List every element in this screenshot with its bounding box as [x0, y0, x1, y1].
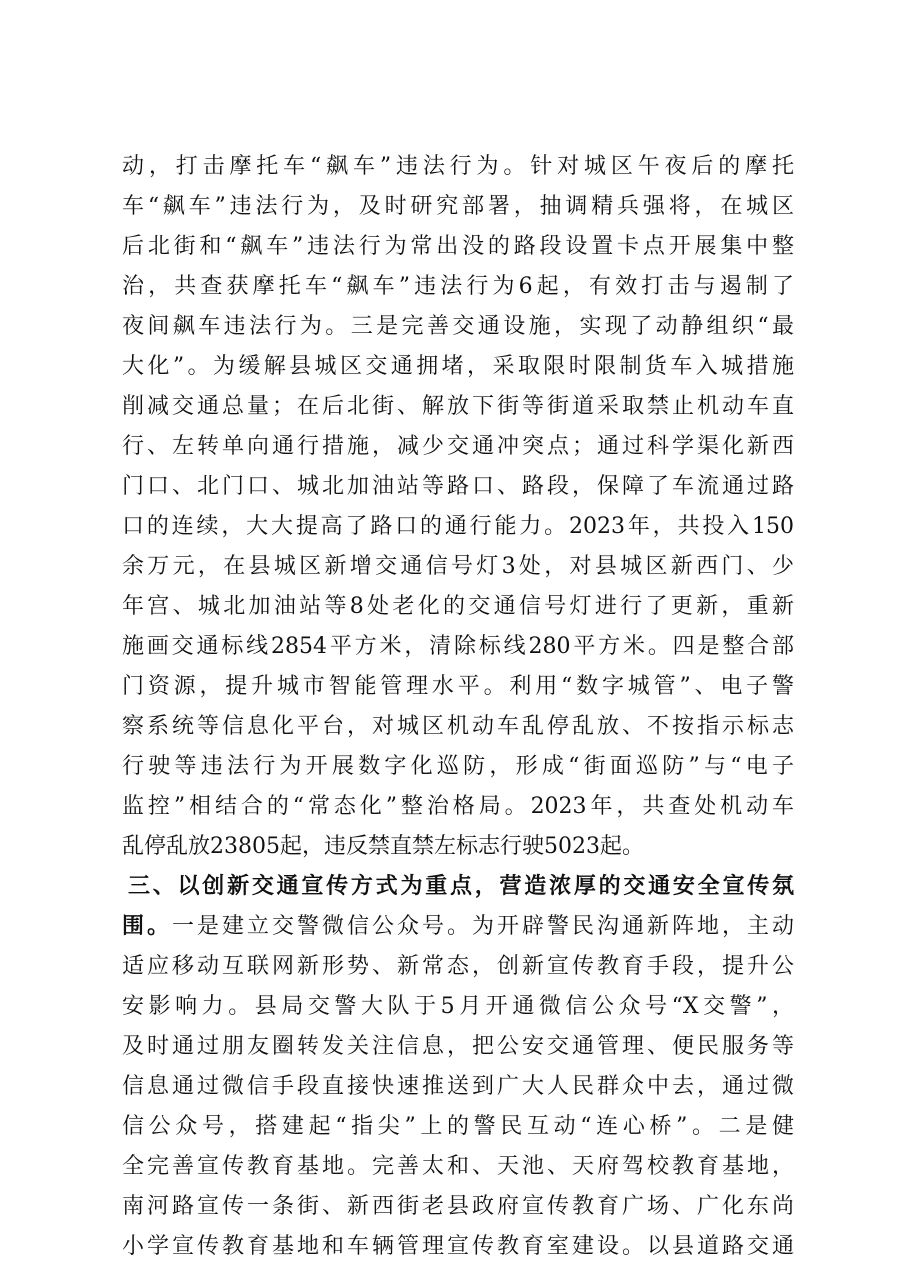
text-line: 大化”。为缓解县城区交通拥堵，采取限时限制货车入城措施	[122, 354, 794, 379]
text-line: 余万元，在县城区新增交通信号灯3处，对县城区新西门、少	[122, 554, 794, 579]
text-line: 门资源，提升城市智能管理水平。利用“数字城管”、电子警	[122, 674, 794, 699]
text-line: 及时通过朋友圈转发关注信息，把公安交通管理、便民服务等	[122, 1034, 794, 1059]
text-line: 行驶等违法行为开展数字化巡防，形成“街面巡防”与“电子	[122, 754, 794, 779]
text-line: 车“飙车”违法行为，及时研究部署，抽调精兵强将，在城区	[122, 194, 794, 219]
text-line: 小学宣传教育基地和车辆管理宣传教育室建设。以县道路交通	[122, 1234, 794, 1259]
text-line: 乱停乱放23805起，违反禁直禁左标志行驶5023起。	[122, 834, 644, 859]
text-line: 口的连续，大大提高了路口的通行能力。2023年，共投入150	[122, 514, 794, 539]
text-line: 行、左转单向通行措施，减少交通冲突点；通过科学渠化新西	[122, 434, 794, 459]
text-line: 动，打击摩托车“飙车”违法行为。针对城区午夜后的摩托	[122, 154, 794, 179]
text-line: 门口、北门口、城北加油站等路口、路段，保障了车流通过路	[122, 474, 794, 499]
text-line: 夜间飙车违法行为。三是完善交通设施，实现了动静组织“最	[122, 314, 794, 339]
text-line: 全完善宣传教育基地。完善太和、天池、天府驾校教育基地，	[122, 1154, 794, 1179]
text-line: 监控”相结合的“常态化”整治格局。2023年，共查处机动车	[122, 794, 794, 819]
text-line: 适应移动互联网新形势、新常态，创新宣传教育手段，提升公	[122, 954, 794, 979]
text-line: 治，共查获摩托车“飙车”违法行为6起，有效打击与遏制了	[122, 274, 794, 299]
text-line: 安影响力。县局交警大队于5月开通微信公众号“X交警”，	[122, 994, 794, 1019]
text-line: 年宫、城北加油站等8处老化的交通信号灯进行了更新，重新	[122, 594, 794, 619]
text-line: 信息通过微信手段直接快速推送到广大人民群众中去，通过微	[122, 1074, 794, 1099]
text-span: 一是建立交警微信公众号。为开辟警民沟通新阵地，主动	[172, 914, 794, 939]
text-line: 施画交通标线2854平方米，清除标线280平方米。四是整合部	[122, 634, 794, 659]
section-heading-continuation	[122, 907, 794, 947]
text-line: 信公众号，搭建起“指尖”上的警民互动“连心桥”。二是健	[122, 1114, 794, 1139]
text-line: 削减交通总量；在后北街、解放下街等街道采取禁止机动车直	[122, 394, 794, 419]
section-heading-end: 围。	[122, 914, 172, 939]
text-line: 察系统等信息化平台，对城区机动车乱停乱放、不按指示标志	[122, 714, 794, 739]
text-line: 后北街和“飙车”违法行为常出没的路段设置卡点开展集中整	[122, 234, 794, 259]
section-heading: 三、以创新交通宣传方式为重点，营造浓厚的交通安全宣传氛	[128, 874, 794, 899]
text-line: 南河路宣传一条街、新西街老县政府宣传教育广场、广化东尚	[122, 1194, 794, 1219]
